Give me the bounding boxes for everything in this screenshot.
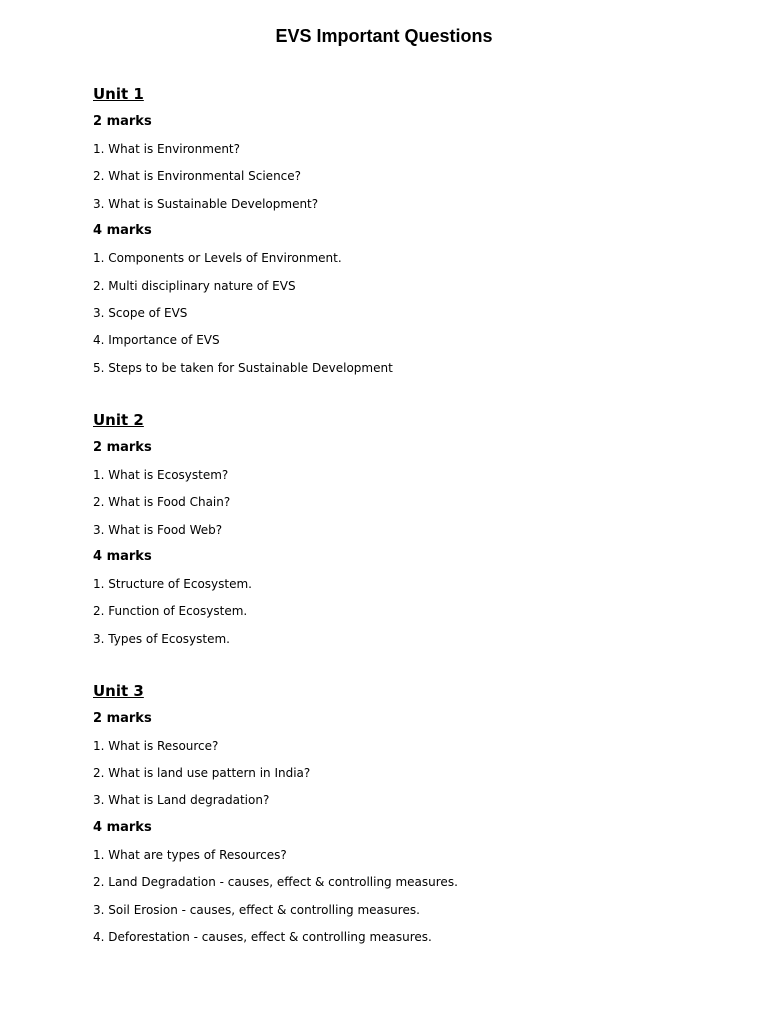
marks-heading: 2 marks bbox=[93, 710, 152, 726]
question-list bbox=[93, 574, 693, 649]
question-item: 1. What is Ecosystem? bbox=[93, 467, 229, 482]
unit-2 bbox=[93, 408, 693, 649]
question-item: 2. What is Environmental Science? bbox=[93, 169, 302, 184]
unit-heading: Unit 2 bbox=[93, 410, 144, 429]
question-item: 3. Soil Erosion - causes, effect & controlling measures. bbox=[93, 902, 420, 917]
question-list bbox=[93, 736, 693, 811]
question-item: 3. What is Food Web? bbox=[93, 522, 223, 537]
question-item: 3. Scope of EVS bbox=[93, 305, 188, 320]
marks-section-4 bbox=[93, 547, 693, 649]
marks-heading: 2 marks bbox=[93, 114, 152, 129]
question-item: 3. Types of Ecosystem. bbox=[93, 631, 230, 646]
question-list bbox=[93, 139, 693, 214]
document-content bbox=[93, 82, 693, 977]
question-item: 1. What is Resource? bbox=[93, 738, 219, 753]
question-item: 2. Multi disciplinary nature of EVS bbox=[93, 278, 296, 293]
marks-section-4 bbox=[93, 818, 693, 947]
unit-heading: Unit 1 bbox=[93, 85, 144, 103]
question-list bbox=[93, 465, 693, 540]
question-item: 4. Deforestation - causes, effect & controlling measures. bbox=[93, 930, 432, 945]
question-item: 2. Function of Ecosystem. bbox=[93, 604, 248, 619]
question-list bbox=[93, 845, 693, 947]
unit-1 bbox=[93, 82, 693, 378]
question-item: 1. What are types of Resources? bbox=[93, 847, 287, 862]
question-item: 5. Steps to be taken for Sustainable Development bbox=[93, 360, 393, 375]
marks-heading: 2 marks bbox=[93, 439, 152, 455]
document-title: EVS Important Questions bbox=[275, 26, 493, 46]
question-item: 2. What is land use pattern in India? bbox=[93, 766, 311, 781]
question-item: 2. Land Degradation - causes, effect & controlling measures. bbox=[93, 875, 458, 890]
marks-heading: 4 marks bbox=[93, 223, 152, 239]
question-item: 1. Components or Levels of Environment. bbox=[93, 251, 342, 266]
question-item: 3. What is Land degradation? bbox=[93, 793, 270, 808]
marks-section-2 bbox=[93, 112, 693, 214]
marks-heading: 4 marks bbox=[93, 819, 152, 835]
unit-3 bbox=[93, 679, 693, 947]
question-item: 3. What is Sustainable Development? bbox=[93, 196, 319, 211]
question-item: 1. What is Environment? bbox=[93, 142, 240, 156]
marks-section-4 bbox=[93, 221, 693, 378]
marks-heading: 4 marks bbox=[93, 548, 152, 564]
question-item: 1. Structure of Ecosystem. bbox=[93, 576, 252, 591]
unit-heading: Unit 3 bbox=[93, 681, 144, 700]
question-item: 2. What is Food Chain? bbox=[93, 495, 231, 510]
marks-section-2 bbox=[93, 709, 693, 811]
question-item: 4. Importance of EVS bbox=[93, 333, 220, 348]
marks-section-2 bbox=[93, 438, 693, 540]
question-list bbox=[93, 248, 693, 378]
